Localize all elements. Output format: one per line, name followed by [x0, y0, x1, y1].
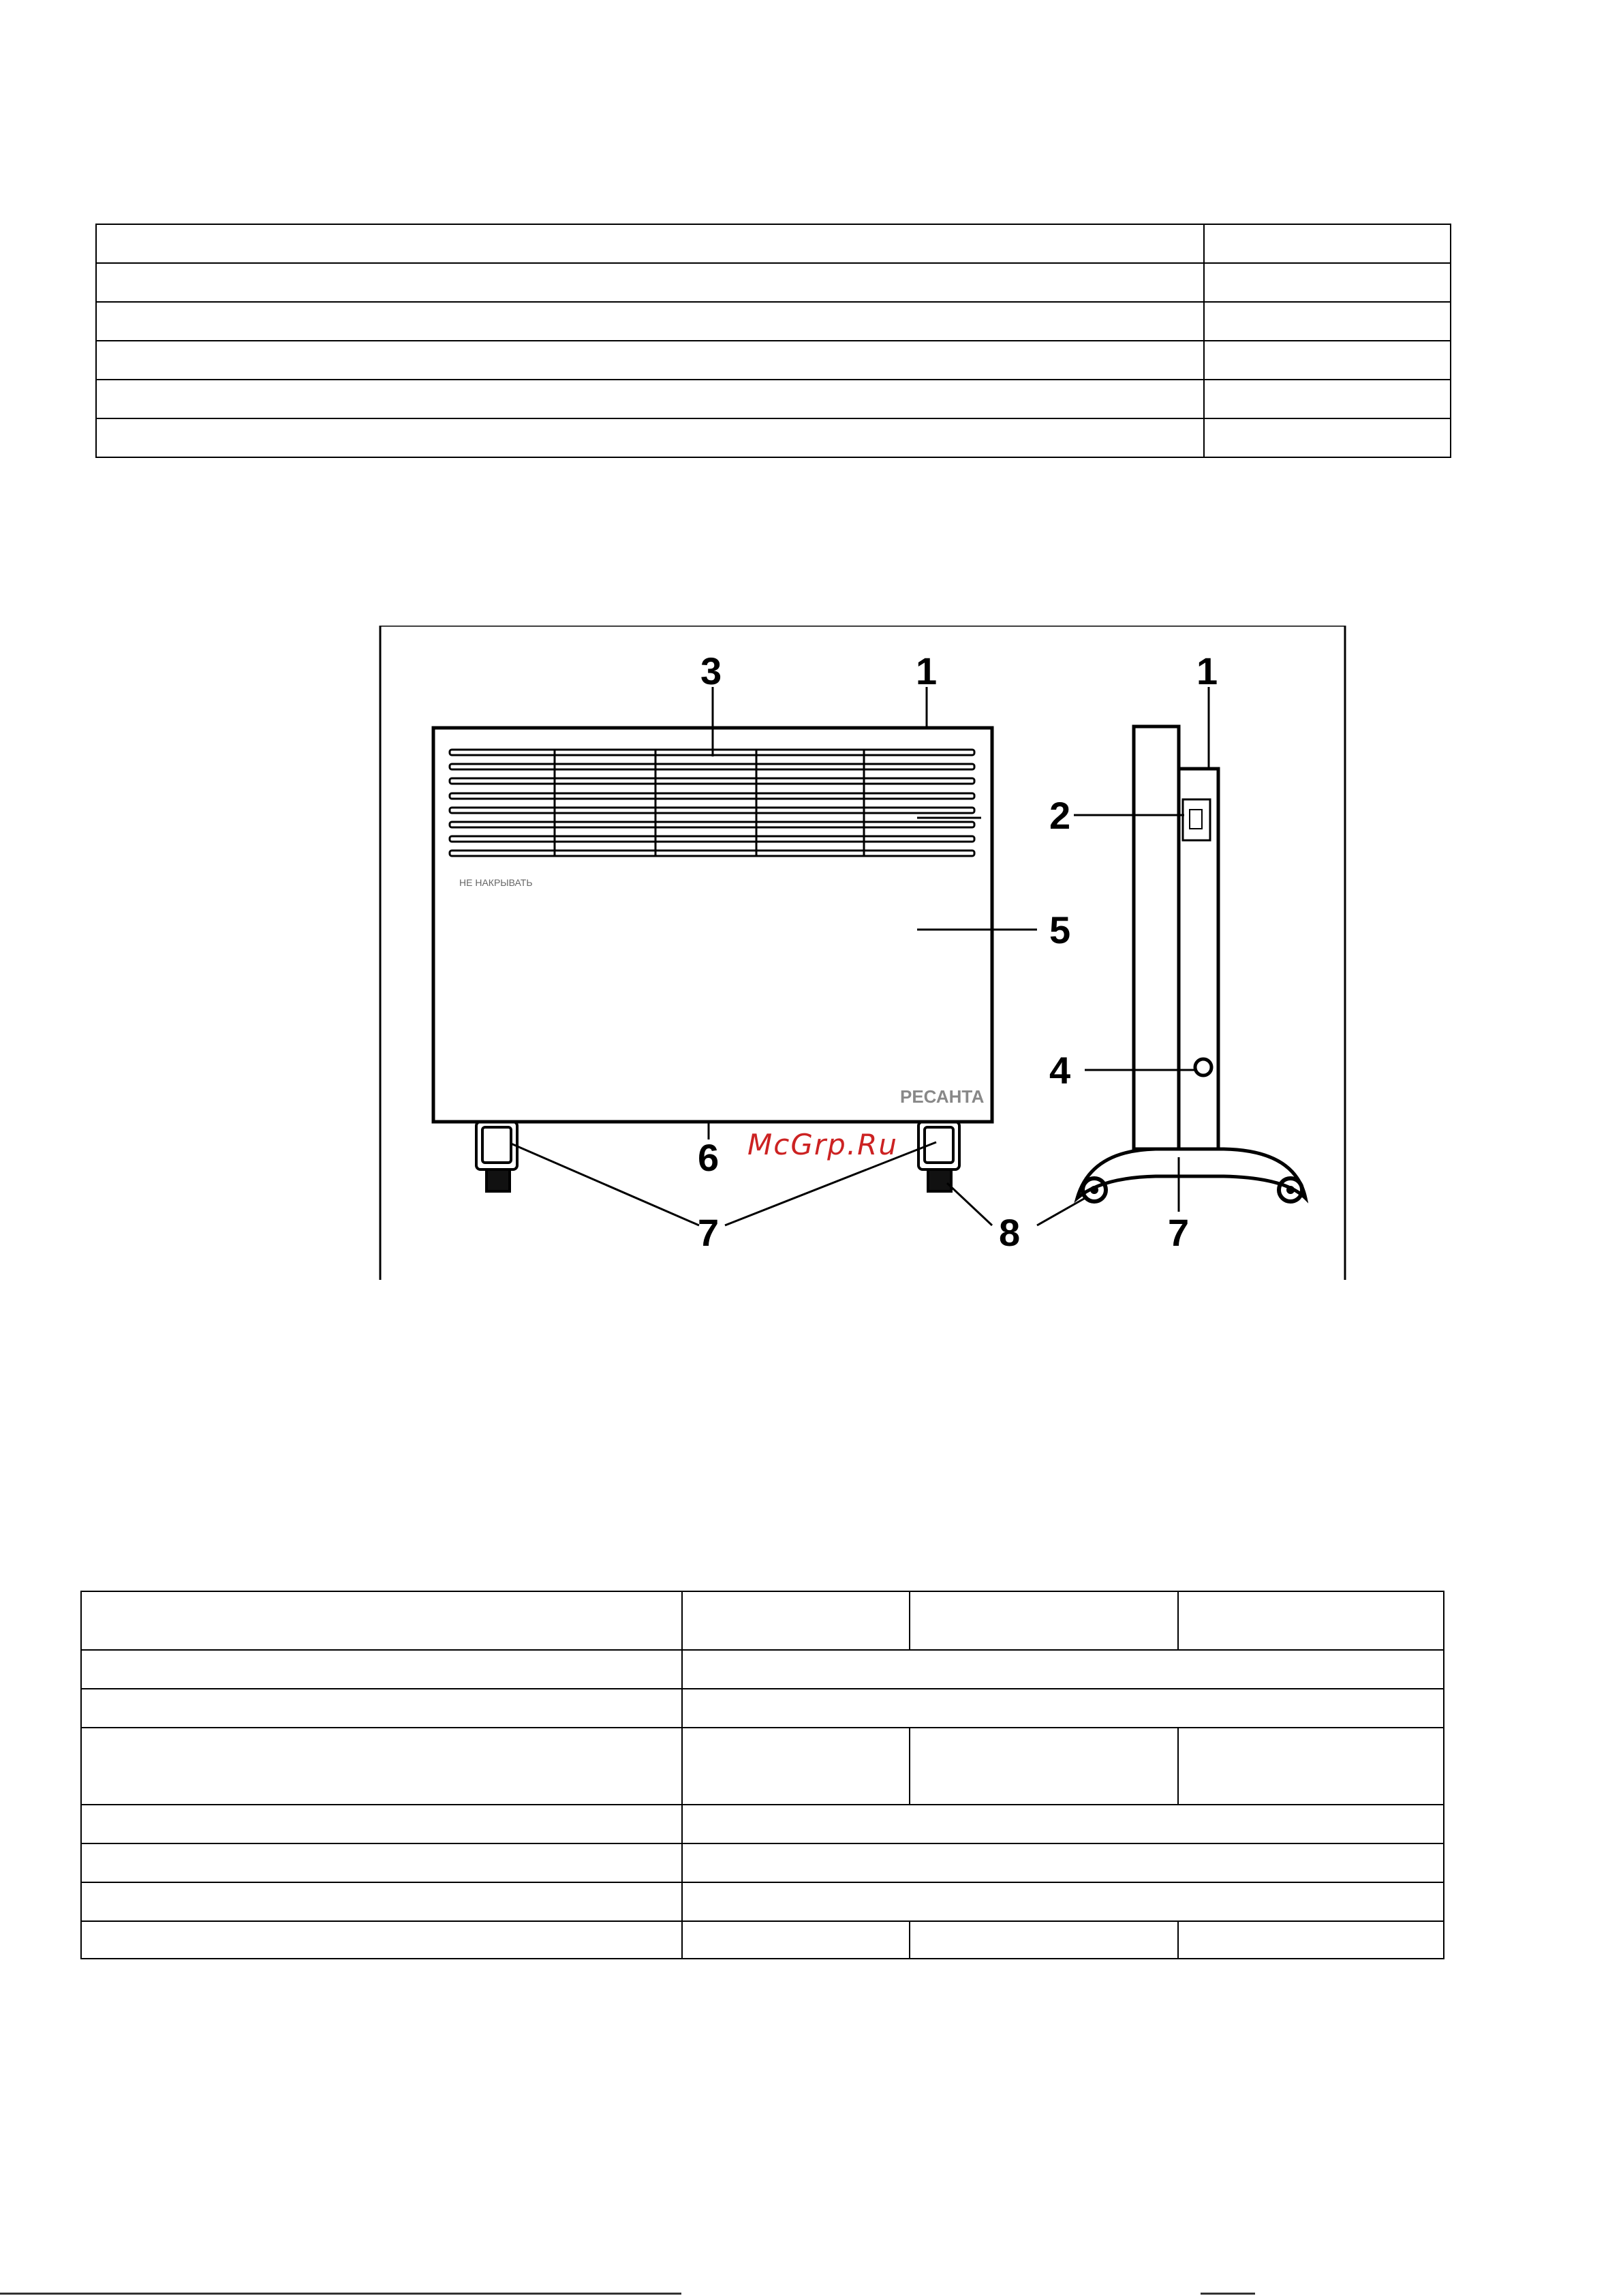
side-panel [1134, 726, 1179, 1149]
table-row [96, 302, 1451, 341]
table-row [96, 341, 1451, 380]
contents-table [95, 224, 1451, 458]
control-box [1183, 799, 1210, 840]
table-row [81, 1843, 1444, 1882]
footer-mark [1201, 2293, 1255, 2295]
table-row [96, 263, 1451, 302]
table-row [81, 1689, 1444, 1728]
side-stand [1077, 1149, 1305, 1198]
left-foot [476, 1122, 517, 1191]
specifications-table [80, 1591, 1444, 1959]
panel-label: НЕ НАКРЫВАТЬ [459, 877, 533, 888]
heater-illustration [379, 626, 1346, 1280]
callout-8: 8 [999, 1211, 1021, 1254]
callout-1-side: 1 [1196, 649, 1218, 692]
table-row [96, 224, 1451, 263]
heater-body [433, 728, 992, 1122]
brand-logo: РЕСАНТА [900, 1086, 985, 1107]
watermark: McGrp.Ru [747, 1128, 898, 1161]
table-row [96, 418, 1451, 457]
table-row [81, 1921, 1444, 1959]
table-row [81, 1650, 1444, 1689]
callout-7-side: 7 [1168, 1211, 1190, 1254]
table-row [81, 1728, 1444, 1805]
table-row [81, 1882, 1444, 1921]
table-row [96, 380, 1451, 418]
right-foot [918, 1122, 959, 1191]
heater-diagram [379, 626, 1346, 1280]
callout-3: 3 [700, 649, 722, 692]
table-row [81, 1805, 1444, 1843]
thermostat-knob [1195, 1059, 1211, 1075]
callout-4: 4 [1049, 1049, 1071, 1092]
table-row [81, 1591, 1444, 1650]
callout-5: 5 [1049, 908, 1071, 951]
top-grille [450, 750, 974, 856]
callout-2: 2 [1049, 794, 1071, 837]
callout-7-front: 7 [698, 1211, 720, 1254]
callout-6: 6 [698, 1136, 720, 1179]
footer-rule [0, 2293, 681, 2295]
side-back [1179, 769, 1218, 1149]
callout-1-front: 1 [916, 649, 938, 692]
